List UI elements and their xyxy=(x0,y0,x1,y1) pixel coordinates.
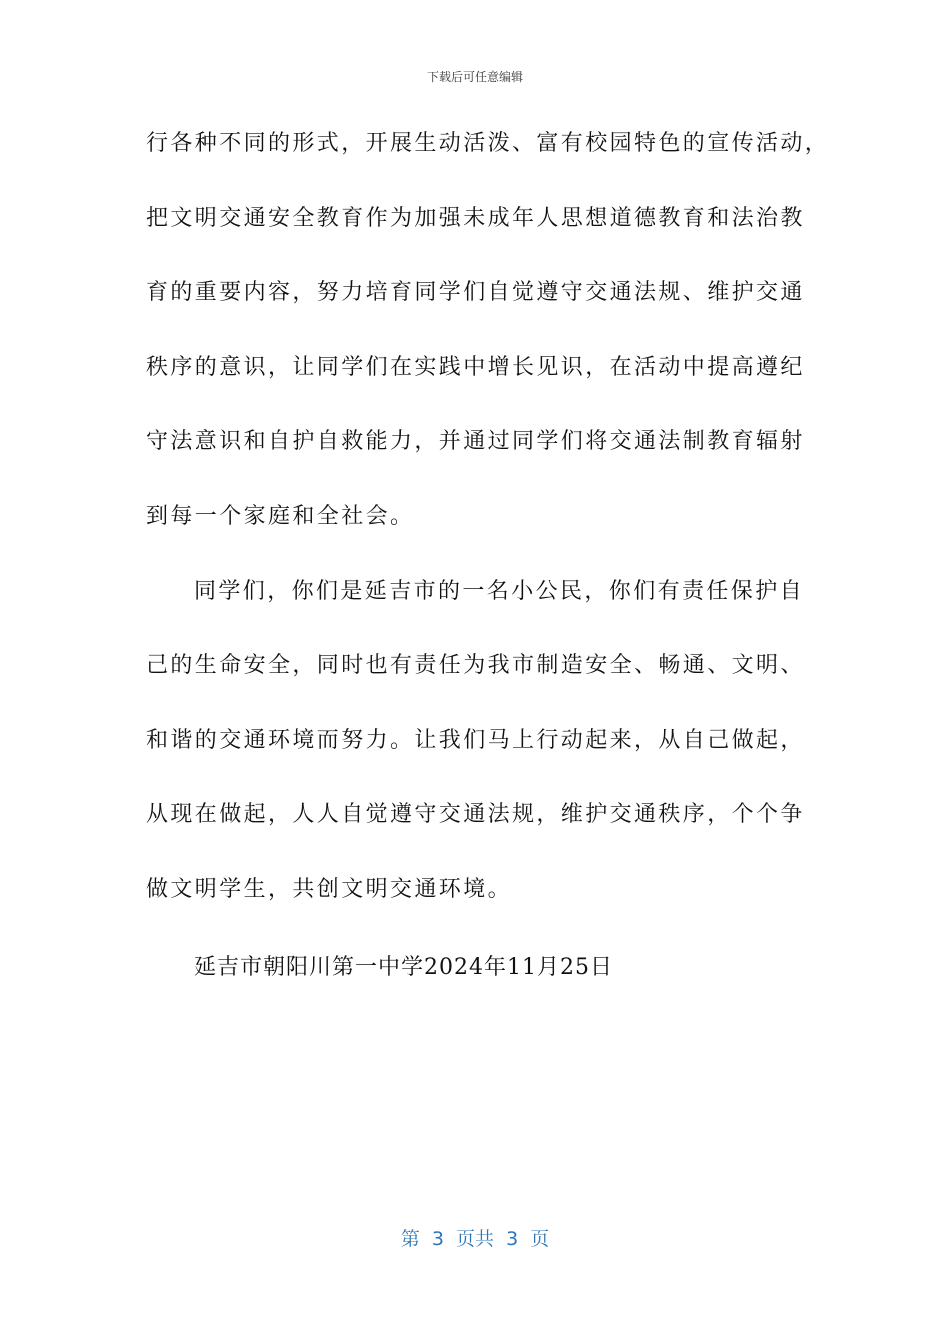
body-line: 育的重要内容，努力培育同学们自觉遵守交通法规、维护交通 xyxy=(146,280,805,306)
body-line: 行各种不同的形式，开展生动活泼、富有校园特色的宣传活动， xyxy=(146,131,830,156)
body-line: 己的生命安全，同时也有责任为我市制造安全、畅通、文明、 xyxy=(146,653,805,679)
body-line-indented: 同学们，你们是延吉市的一名小公民，你们有责任保护自 xyxy=(194,578,805,604)
body-line: 到每一个家庭和全社会。 xyxy=(146,503,415,529)
body-line: 秩序的意识，让同学们在实践中增长见识，在活动中提高遵纪 xyxy=(146,354,805,380)
document-body xyxy=(146,122,830,943)
header-note: 下载后可任意编辑 xyxy=(426,70,523,84)
body-line: 从现在做起，人人自觉遵守交通法规，维护交通秩序，个个争 xyxy=(146,802,805,828)
body-line: 守法意识和自护自救能力，并通过同学们将交通法制教育辐射 xyxy=(146,429,805,455)
body-line: 做文明学生，共创文明交通环境。 xyxy=(146,876,513,902)
body-line: 和谐的交通环境而努力。让我们马上行动起来，从自己做起， xyxy=(146,727,805,753)
signature-date: 延吉市朝阳川第一中学2024年11月25日 xyxy=(194,955,613,980)
page-number-footer: 第 3 页共 3 页 xyxy=(400,1228,550,1250)
body-line: 把文明交通安全教育作为加强未成年人思想道德教育和法治教 xyxy=(146,205,805,231)
